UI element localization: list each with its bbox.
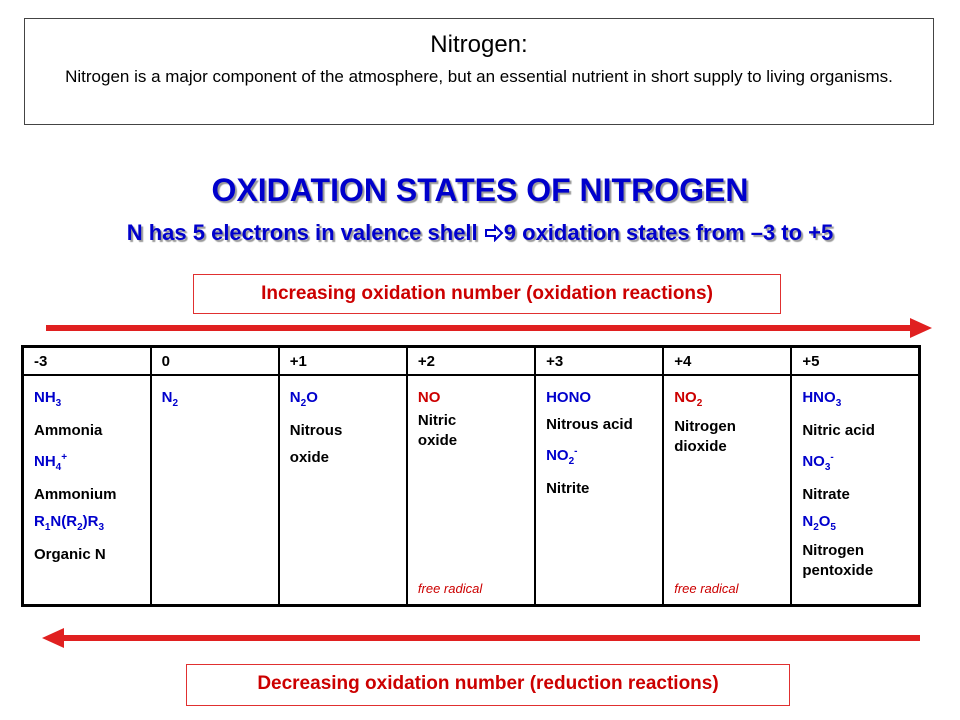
nitrous-acid-name: Nitrous acid <box>546 416 633 433</box>
header-cell: +4 <box>663 347 791 376</box>
main-title: OXIDATION STATES OF NITROGEN <box>211 172 749 208</box>
intro-title: Nitrogen: <box>430 31 528 58</box>
subtitle <box>0 220 960 248</box>
right-arrow-icon <box>46 316 936 340</box>
nitrous-oxide-name-2: oxide <box>289 449 329 466</box>
pentoxide-name-2: pentoxide <box>802 562 874 579</box>
ammonia-name: Ammonia <box>34 422 103 439</box>
right-arrow-icon <box>484 222 504 248</box>
nitric-oxide-name-2: oxide <box>417 432 458 449</box>
organic-n-formula: $R_1N(R_2)R_3$ <box>34 513 105 533</box>
organic-n-name: Organic N <box>34 546 106 563</box>
nitrogen-dioxide-name-2: dioxide <box>674 438 727 455</box>
cell-plus3 <box>535 375 663 606</box>
nitric-acid-name: Nitric acid <box>802 422 875 439</box>
header-cell: 0 <box>151 347 279 376</box>
subtitle-right: 9 oxidation states from –3 to +5 <box>503 220 834 245</box>
left-arrow-icon <box>40 626 925 650</box>
header-cell: +3 <box>535 347 663 376</box>
nitrite-name: Nitrite <box>546 480 590 497</box>
nitrous-oxide-name-1: Nitrous <box>289 422 343 439</box>
dinitrogen-pentoxide-formula: $N_2O_5$ <box>802 513 836 533</box>
header-cell: -3 <box>23 347 151 376</box>
nitrite-formula: $NO_2^-$ <box>546 446 578 467</box>
header-cell: +1 <box>279 347 407 376</box>
intro-box <box>24 18 934 125</box>
table-row <box>23 375 920 606</box>
header-cell: +2 <box>407 347 535 376</box>
nitric-oxide-name-1: Nitric <box>417 412 457 429</box>
cell-zero <box>151 375 279 606</box>
nitrate-name: Nitrate <box>802 486 850 503</box>
free-radical-note: free radical <box>417 581 483 596</box>
nitrogen-dioxide-formula: $NO_2$ <box>674 389 703 409</box>
dinitrogen-formula: $N_2$ <box>161 389 179 409</box>
nitrous-oxide-formula: $N_2O$ <box>289 389 318 409</box>
oxidation-states-table <box>21 345 921 607</box>
nitrogen-dioxide-name-1: Nitrogen <box>674 418 736 435</box>
table-header-row <box>23 347 920 376</box>
decreasing-label: Decreasing oxidation number (reduction reactions) <box>186 664 790 706</box>
cell-minus3 <box>23 375 151 606</box>
cell-plus4 <box>663 375 791 606</box>
increasing-label: Increasing oxidation number (oxidation reactions) <box>193 274 781 314</box>
header-cell: +5 <box>791 347 919 376</box>
cell-plus5 <box>791 375 919 606</box>
nitric-oxide-formula: NO <box>417 389 441 406</box>
subtitle-left: N has 5 electrons in valence shell <box>126 220 478 245</box>
free-radical-note: free radical <box>674 581 739 596</box>
ammonia-formula: $NH_3$ <box>34 389 62 409</box>
cell-plus1 <box>279 375 407 606</box>
intro-text: Nitrogen is a major component of the atmosphere, but an essential nutrient in short supply to living organisms. <box>65 67 893 86</box>
ammonium-name: Ammonium <box>34 486 117 503</box>
ammonium-formula: $NH_4^+$ <box>34 452 68 473</box>
cell-plus2 <box>407 375 535 606</box>
nitrate-formula: $NO_3^-$ <box>802 452 834 473</box>
nitric-acid-formula: $HNO_3$ <box>802 389 842 409</box>
hono-formula: HONO <box>546 389 592 406</box>
pentoxide-name-1: Nitrogen <box>802 542 865 559</box>
